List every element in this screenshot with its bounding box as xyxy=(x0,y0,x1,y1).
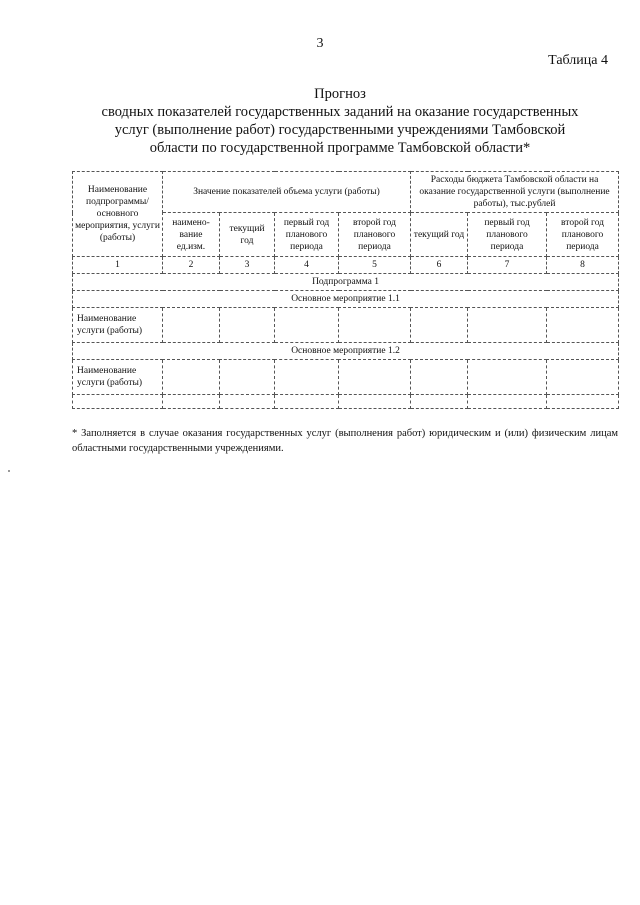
empty-cell xyxy=(220,308,275,343)
empty-cell xyxy=(547,360,619,395)
forecast-table xyxy=(72,171,619,409)
table-row xyxy=(73,308,619,343)
empty-cell xyxy=(411,308,468,343)
header-volume-group: Значение показателей объема услуги (работы) xyxy=(163,172,411,213)
header-current-year: текущий год xyxy=(220,213,275,257)
empty-cell xyxy=(547,308,619,343)
activity-row: Основное мероприятие 1.2 xyxy=(73,343,619,360)
header-second-plan-year: второй год планового периода xyxy=(339,213,411,257)
title-line-2: сводных показателей государственных заданий на оказание государственных xyxy=(101,104,579,120)
empty-cell xyxy=(411,395,468,409)
title-line-4: области по государственной программе Тамбовской области* xyxy=(149,140,531,156)
empty-cell xyxy=(339,395,411,409)
empty-cell xyxy=(220,395,275,409)
service-name-cell: Наименование услуги (работы) xyxy=(73,360,163,395)
empty-cell xyxy=(73,395,163,409)
column-number: 7 xyxy=(468,257,547,274)
service-name-cell: Наименование услуги (работы) xyxy=(73,308,163,343)
empty-cell xyxy=(411,360,468,395)
empty-cell xyxy=(275,395,339,409)
empty-cell xyxy=(275,360,339,395)
header-budget-second-plan-year: второй год планового периода xyxy=(547,213,619,257)
header-first-plan-year: первый год планового периода xyxy=(275,213,339,257)
empty-cell xyxy=(275,308,339,343)
column-number: 6 xyxy=(411,257,468,274)
empty-cell xyxy=(339,308,411,343)
empty-cell xyxy=(220,360,275,395)
empty-cell xyxy=(547,395,619,409)
title-line-3: услуг (выполнение работ) государственными учреждениями Тамбовской xyxy=(114,122,566,138)
empty-cell xyxy=(163,360,220,395)
column-number: 1 xyxy=(73,257,163,274)
table-label: Таблица 4 xyxy=(548,53,608,68)
empty-cell xyxy=(468,395,547,409)
table-row xyxy=(73,395,619,409)
header-budget-current-year: текущий год xyxy=(411,213,468,257)
empty-cell xyxy=(163,308,220,343)
column-number: 4 xyxy=(275,257,339,274)
empty-cell xyxy=(468,360,547,395)
footnote: * Заполняется в случае оказания государственных услуг (выполнения работ) юридическим и (или) физическим лицам областными государственными учреждениями. xyxy=(72,428,618,454)
document-title xyxy=(70,85,610,157)
header-budget-group: Расходы бюджета Тамбовской области на оказание государственной услуги (выполнение работы), тыс.рублей xyxy=(411,172,619,213)
activity-row: Основное мероприятие 1.1 xyxy=(73,291,619,308)
empty-cell xyxy=(468,308,547,343)
column-number: 3 xyxy=(220,257,275,274)
page-number: 3 xyxy=(316,36,324,51)
column-number: 2 xyxy=(163,257,220,274)
title-line-1: Прогноз xyxy=(314,86,366,102)
header-name-column: Наименование подпрограммы/ основного мероприятия, услуги (работы) xyxy=(73,172,163,257)
table-row xyxy=(73,360,619,395)
header-unit: наимено-вание ед.изм. xyxy=(163,213,220,257)
column-number: 5 xyxy=(339,257,411,274)
empty-cell xyxy=(163,395,220,409)
empty-cell xyxy=(339,360,411,395)
column-number: 8 xyxy=(547,257,619,274)
scan-mark xyxy=(8,470,10,472)
subprogram-row: Подпрограмма 1 xyxy=(73,274,619,291)
header-budget-first-plan-year: первый год планового периода xyxy=(468,213,547,257)
